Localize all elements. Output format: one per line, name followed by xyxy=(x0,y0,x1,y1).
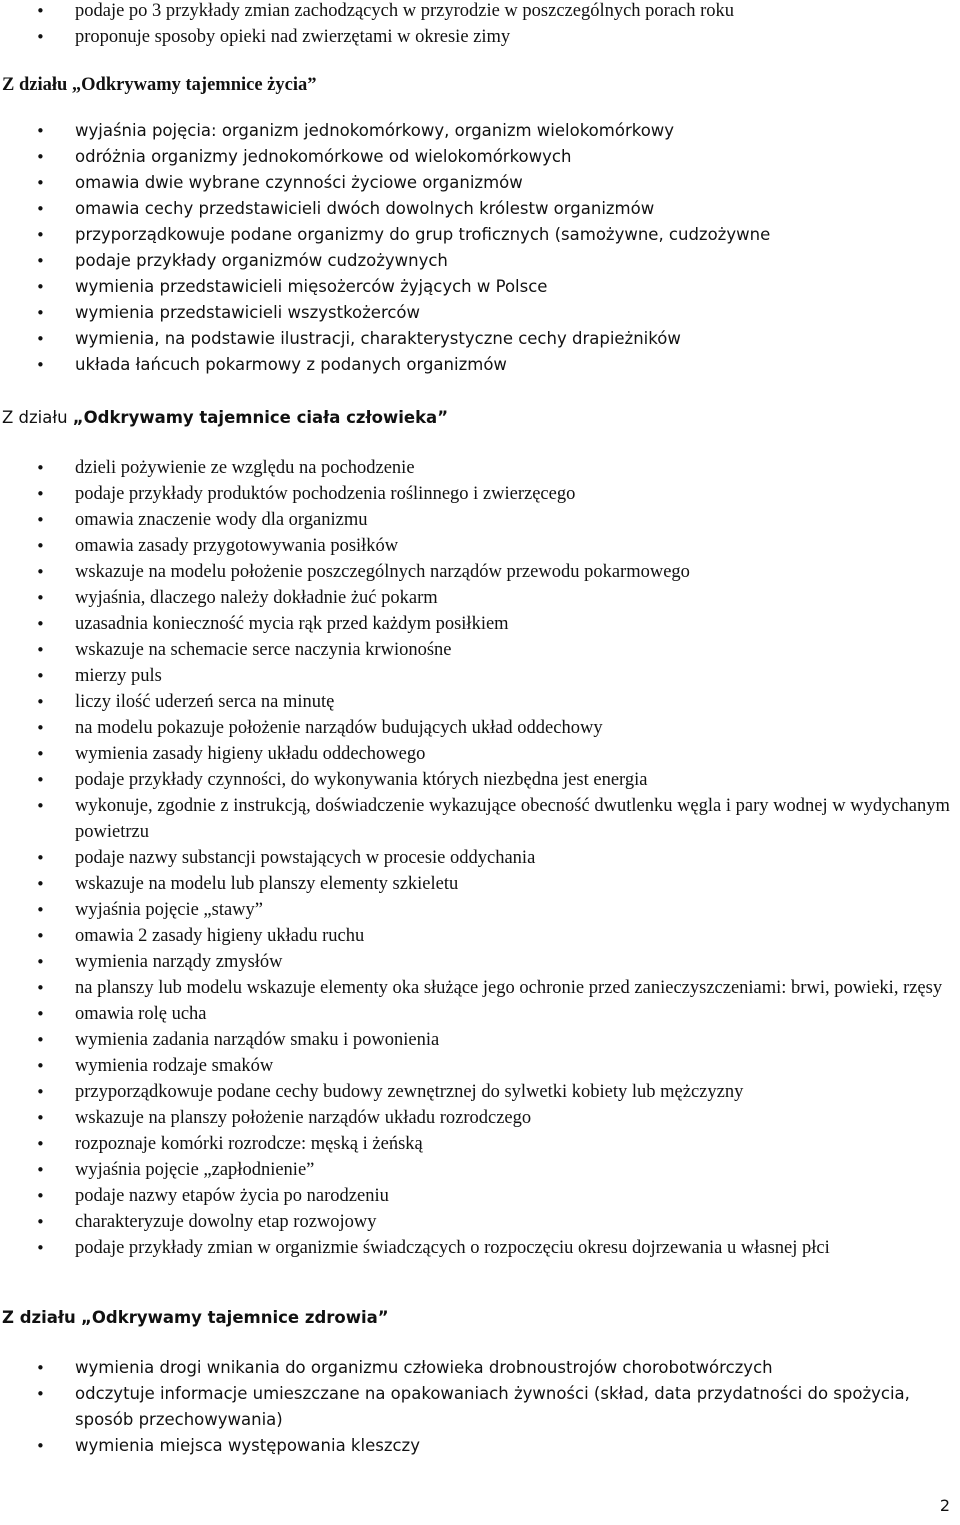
list-item: • mierzy puls xyxy=(0,663,960,689)
health-objectives-list xyxy=(0,1355,960,1459)
list-item: • rozpoznaje komórki rozrodcze: męską i żeńską xyxy=(0,1131,960,1157)
section-heading-title: „Odkrywamy tajemnice zdrowia” xyxy=(81,1308,389,1327)
list-item: • układa łańcuch pokarmowy z podanych organizmów xyxy=(0,352,960,378)
list-item: • wyjaśnia pojęcia: organizm jednokomórkowy, organizm wielokomórkowy xyxy=(0,118,960,144)
list-item: • wskazuje na modelu położenie poszczególnych narządów przewodu pokarmowego xyxy=(0,559,960,585)
list-item: • omawia 2 zasady higieny układu ruchu xyxy=(0,923,960,949)
list-item: • odróżnia organizmy jednokomórkowe od wielokomórkowych xyxy=(0,144,960,170)
list-item: • podaje nazwy substancji powstających w procesie oddychania xyxy=(0,845,960,871)
list-item: • uzasadnia konieczność mycia rąk przed każdym posiłkiem xyxy=(0,611,960,637)
section-heading-prefix: Z działu xyxy=(2,1308,76,1327)
life-objectives-list xyxy=(0,118,960,378)
list-item: • podaje przykłady organizmów cudzożywnych xyxy=(0,248,960,274)
list-item: • omawia dwie wybrane czynności życiowe organizmów xyxy=(0,170,960,196)
section-heading-title: „Odkrywamy tajemnice ciała człowieka” xyxy=(72,408,449,427)
list-item: • podaje nazwy etapów życia po narodzeniu xyxy=(0,1183,960,1209)
list-item: • przyporządkowuje podane cechy budowy zewnętrznej do sylwetki kobiety lub mężczyzny xyxy=(0,1079,960,1105)
list-item: • wskazuje na schemacie serce naczynia krwionośne xyxy=(0,637,960,663)
list-item: • podaje przykłady zmian w organizmie świadczących o rozpoczęciu okresu dojrzewania u własnej płci xyxy=(0,1235,960,1261)
section-heading-prefix: Z działu xyxy=(2,408,68,427)
page-number: 2 xyxy=(939,1496,950,1515)
list-item: • na modelu pokazuje położenie narządów budujących układ oddechowy xyxy=(0,715,960,741)
list-item: • omawia zasady przygotowywania posiłków xyxy=(0,533,960,559)
list-item: • podaje przykłady czynności, do wykonywania których niezbędna jest energia xyxy=(0,767,960,793)
list-item: • proponuje sposoby opieki nad zwierzętami w okresie zimy xyxy=(0,24,960,50)
list-item: • wskazuje na modelu lub planszy elementy szkieletu xyxy=(0,871,960,897)
list-item: • odczytuje informacje umieszczane na opakowaniach żywności (skład, data przydatności do spożycia, sposób przechowywania) xyxy=(0,1381,960,1433)
list-item: • przyporządkowuje podane organizmy do grup troficznych (samożywne, cudzożywne xyxy=(0,222,960,248)
list-item: • wskazuje na planszy położenie narządów układu rozrodczego xyxy=(0,1105,960,1131)
section-heading-title: „Odkrywamy tajemnice życia” xyxy=(71,75,317,95)
list-item: • wymienia przedstawicieli mięsożerców żyjących w Polsce xyxy=(0,274,960,300)
list-item: • wymienia miejsca występowania kleszczy xyxy=(0,1433,960,1459)
intro-list xyxy=(0,0,960,50)
list-item: • charakteryzuje dowolny etap rozwojowy xyxy=(0,1209,960,1235)
section-heading-health xyxy=(0,1305,389,1331)
list-item: • wymienia zasady higieny układu oddechowego xyxy=(0,741,960,767)
list-item: • wyjaśnia pojęcie „zapłodnienie” xyxy=(0,1157,960,1183)
list-item: • omawia cechy przedstawicieli dwóch dowolnych królestw organizmów xyxy=(0,196,960,222)
list-item: • dzieli pożywienie ze względu na pochodzenie xyxy=(0,455,960,481)
list-item: • omawia znaczenie wody dla organizmu xyxy=(0,507,960,533)
list-item: • wyjaśnia, dlaczego należy dokładnie żuć pokarm xyxy=(0,585,960,611)
list-item: • wymienia przedstawicieli wszystkożerców xyxy=(0,300,960,326)
body-objectives-list xyxy=(0,455,960,1261)
section-heading-life xyxy=(0,72,316,98)
list-item: • wymienia, na podstawie ilustracji, charakterystyczne cechy drapieżników xyxy=(0,326,960,352)
list-item: • wymienia zadania narządów smaku i powonienia xyxy=(0,1027,960,1053)
list-item: • wymienia drogi wnikania do organizmu człowieka drobnoustrojów chorobotwórczych xyxy=(0,1355,960,1381)
list-item: • omawia rolę ucha xyxy=(0,1001,960,1027)
list-item: • wyjaśnia pojęcie „stawy” xyxy=(0,897,960,923)
list-item: • podaje po 3 przykłady zmian zachodzących w przyrodzie w poszczególnych porach roku xyxy=(0,0,960,24)
list-item: • wymienia narządy zmysłów xyxy=(0,949,960,975)
section-heading-body xyxy=(0,405,448,431)
section-heading-prefix: Z działu xyxy=(2,75,68,95)
list-item: • na planszy lub modelu wskazuje elementy oka służące jego ochronie przed zanieczyszczeniami: brwi, powieki, rzęsy xyxy=(0,975,960,1001)
list-item: • liczy ilość uderzeń serca na minutę xyxy=(0,689,960,715)
list-item: • wymienia rodzaje smaków xyxy=(0,1053,960,1079)
list-item: • wykonuje, zgodnie z instrukcją, doświadczenie wykazujące obecność dwutlenku węgla i pary wodnej w wydychanym powietrzu xyxy=(0,793,960,845)
list-item: • podaje przykłady produktów pochodzenia roślinnego i zwierzęcego xyxy=(0,481,960,507)
